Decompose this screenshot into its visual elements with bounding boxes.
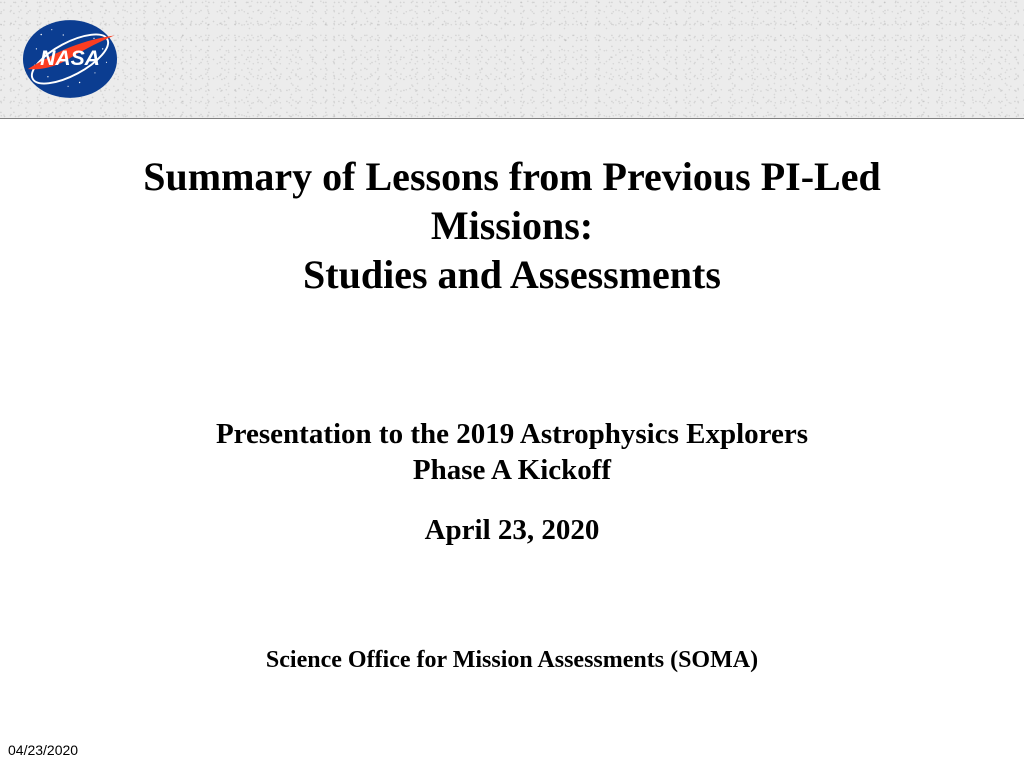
office-attribution (62, 646, 962, 675)
title-line-2: Missions: (430, 203, 594, 248)
presentation-date: April 23, 2020 (424, 514, 600, 546)
nasa-meatball-logo (22, 19, 118, 99)
header-divider (0, 118, 1024, 119)
title-line-1: Summary of Lessons from Previous PI-Led (143, 154, 881, 199)
subtitle (62, 416, 962, 548)
subtitle-line-2: Phase A Kickoff (412, 454, 612, 486)
office-line: Science Office for Mission Assessments (SOMA) (265, 647, 759, 673)
nasa-wordmark-text: NASA (40, 47, 100, 71)
title-line-3: Studies and Assessments (303, 252, 721, 297)
footer-date: 04/23/2020 (8, 742, 79, 758)
header-band (0, 0, 1024, 119)
subtitle-line-1: Presentation to the 2019 Astrophysics Explorers (215, 418, 809, 450)
page-title (62, 152, 962, 299)
